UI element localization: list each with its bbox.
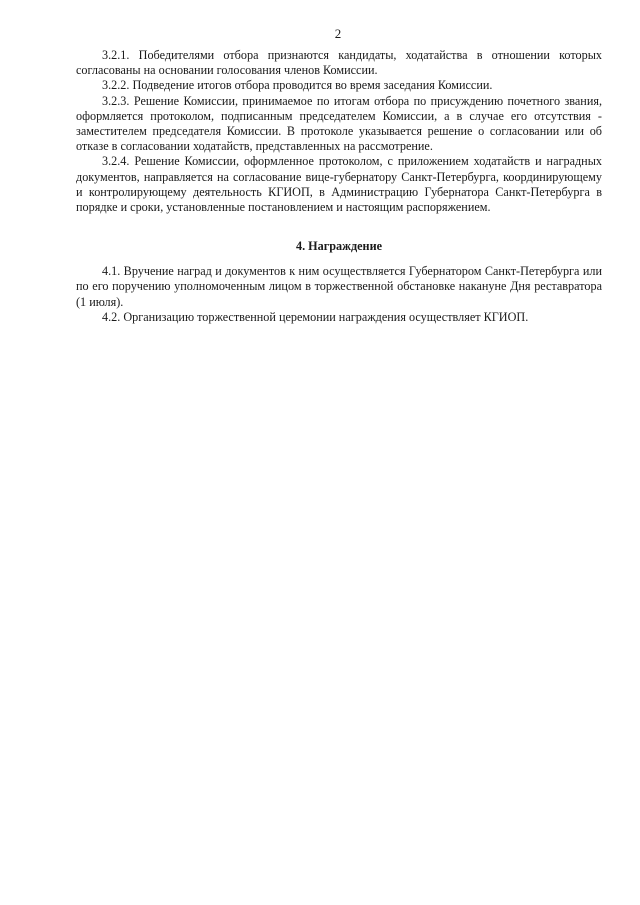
- section-3-continuation: [76, 48, 602, 215]
- page-number: 2: [334, 26, 342, 41]
- spacer: [76, 254, 602, 264]
- document-body: [76, 48, 602, 325]
- paragraph-4-2: 4.2. Организацию торжественной церемонии награждения осуществляет КГИОП.: [102, 309, 529, 324]
- section-4-heading: 4. Награждение: [295, 239, 383, 254]
- paragraph-3-2-4: 3.2.4. Решение Комиссии, оформленное протоколом, с приложением ходатайств и наградных документов, направляется на согласование вице-губернатору Санкт-Петербурга, координирующему и контролирующему деятельность КГИОП, в Администрацию Губернатора Санкт-Петербурга в порядке и сроки, установленные постановлением и настоящим распоряжением.: [76, 154, 602, 215]
- paragraph-3-2-1: 3.2.1. Победителями отбора признаются кандидаты, ходатайства в отношении которых согласованы на основании голосования членов Комиссии.: [76, 48, 602, 78]
- paragraph-4-1: 4.1. Вручение наград и документов к ним осуществляется Губернатором Санкт-Петербурга или по его поручению уполномоченным лицом в торжественной обстановке накануне Дня реставратора (1 июля).: [76, 264, 602, 309]
- paragraph-3-2-3: 3.2.3. Решение Комиссии, принимаемое по итогам отбора по присуждению почетного звания, оформляется протоколом, подписанным председателем Комиссии, а в случае его отсутствия - заместителем председателя Комиссии. В протоколе указывается решение о согласовании или об отказе в согласовании ходатайств, представленных на рассмотрение.: [76, 93, 602, 154]
- spacer: [76, 215, 602, 239]
- section-4: [76, 239, 602, 325]
- paragraph-3-2-2: 3.2.2. Подведение итогов отбора проводится во время заседания Комиссии.: [102, 78, 493, 93]
